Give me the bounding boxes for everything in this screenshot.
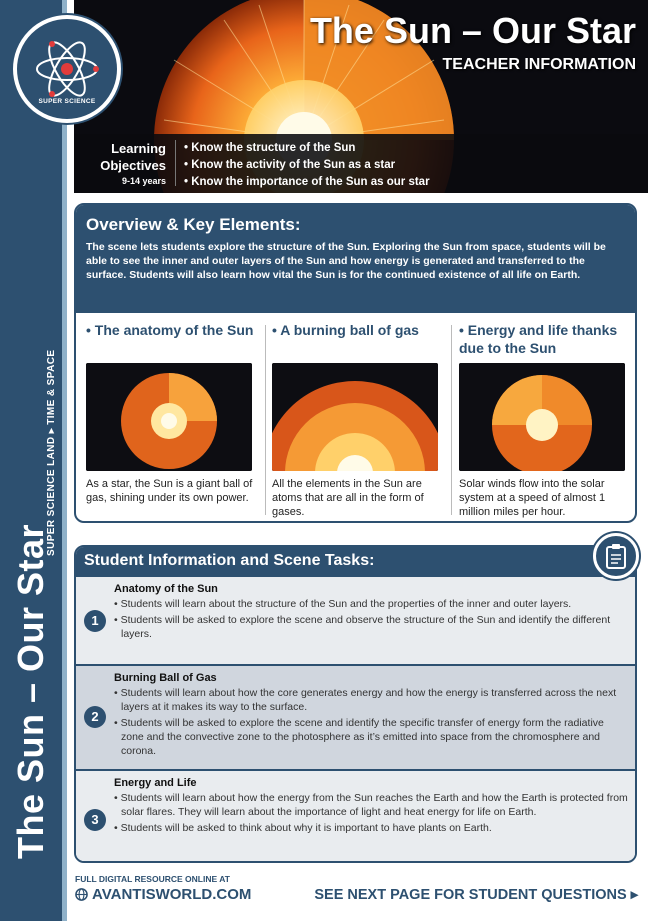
task-bullet: • Students will be asked to think about why it is important to have plants on Earth.	[114, 822, 492, 834]
footer-label: FULL DIGITAL RESOURCE ONLINE AT	[75, 874, 230, 884]
task-title: Anatomy of the Sun	[114, 583, 218, 595]
column-caption: Solar winds flow into the solar system at a speed of almost 1 million miles per hour.	[459, 478, 606, 518]
side-title: The Sun – Our Star	[10, 523, 51, 859]
page-title: The Sun – Our Star	[309, 10, 636, 51]
column-title: • A burning ball of gas	[272, 322, 419, 338]
objective-item: • Know the activity of the Sun as a star	[184, 159, 396, 171]
atom-icon	[32, 34, 102, 104]
student-info-card	[74, 545, 637, 863]
objectives-age: 9-14 years	[121, 176, 166, 186]
task-number: 2	[84, 706, 106, 728]
column-divider	[265, 325, 266, 515]
task-bullet: • Students will learn about how the energy from the Sun reaches the Earth and how the Earth is protected from solar flares. They will learn about the importance of light and heat energy for life on Earth.	[114, 792, 628, 818]
header-banner	[74, 0, 648, 193]
column-title: • Energy and life thanks due to the Sun	[459, 322, 618, 356]
column-divider	[451, 325, 452, 515]
objective-item: • Know the importance of the Sun as our star	[184, 176, 430, 188]
objectives-list	[184, 140, 430, 191]
task-bullet: • Students will learn about the structure of the Sun and the properties of the inner and outer layers.	[114, 598, 572, 610]
sun-anatomy-image	[86, 363, 252, 471]
overview-title: Overview & Key Elements:	[86, 215, 301, 234]
task-bullet: • Students will learn about how the core generates energy and how the energy is transferred across the next layers at it makes its way to the surface.	[114, 687, 617, 713]
overview-columns	[76, 321, 635, 521]
student-info-title: Student Information and Scene Tasks:	[84, 552, 375, 569]
overview-column	[272, 321, 444, 521]
task-body	[114, 583, 629, 643]
objective-item: • Know the structure of the Sun	[184, 142, 356, 154]
task-title: Burning Ball of Gas	[114, 672, 217, 684]
objectives-label-line1: Learning	[111, 141, 166, 156]
logo-text: SUPER SCIENCE	[38, 98, 96, 105]
overview-column	[86, 321, 258, 521]
page-subtitle: TEACHER INFORMATION	[442, 56, 636, 73]
student-info-header	[76, 547, 635, 577]
side-stripe	[62, 0, 67, 921]
task-title: Energy and Life	[114, 777, 197, 789]
task-bullet: • Students will be asked to explore the scene and identify the specific transfer of energy form the radiative zone and the convective zone to the photosphere as it’s emitted into space from the chromosphere and corona.	[114, 717, 604, 757]
column-caption: All the elements in the Sun are atoms that are all in the form of gases.	[272, 478, 424, 518]
side-subtitle: SUPER SCIENCE LAND ▸ TIME & SPACE	[46, 349, 57, 556]
task-body	[114, 672, 629, 760]
overview-text: The scene lets students explore the structure of the Sun. Exploring the Sun from space, students will be able to see the inner and outer layers of the Sun and how energy is generated and transferred to the surface. Students will also learn how vital the Sun is for the continued existence of all life on Earth.	[86, 241, 606, 281]
task-number: 1	[84, 610, 106, 632]
overview-header	[76, 205, 635, 313]
task-body	[114, 777, 629, 837]
task-number: 3	[84, 809, 106, 831]
learning-objectives	[74, 134, 648, 193]
globe-icon	[75, 888, 88, 901]
overview-card	[74, 203, 637, 523]
overview-column	[459, 321, 631, 521]
column-caption: As a star, the Sun is a giant ball of gas, shining under its own power.	[86, 478, 253, 504]
energy-life-image	[459, 363, 625, 471]
task-row	[76, 771, 635, 863]
footer-site-text: AVANTISWORLD.COM	[92, 886, 252, 903]
column-title: • The anatomy of the Sun	[86, 322, 254, 338]
footer-site-link[interactable]	[75, 886, 251, 903]
task-row	[76, 577, 635, 666]
clipboard-icon	[593, 533, 639, 579]
next-page-link[interactable]: SEE NEXT PAGE FOR STUDENT QUESTIONS ▸	[314, 887, 638, 903]
super-science-logo	[13, 15, 121, 123]
objectives-divider	[175, 140, 176, 186]
task-bullet: • Students will be asked to explore the scene and observe the structure of the Sun and identify the different layers.	[114, 614, 611, 640]
objectives-label-line2: Objectives	[100, 158, 166, 173]
task-row	[76, 666, 635, 771]
objectives-label	[84, 140, 166, 188]
burning-gas-image	[272, 363, 438, 471]
